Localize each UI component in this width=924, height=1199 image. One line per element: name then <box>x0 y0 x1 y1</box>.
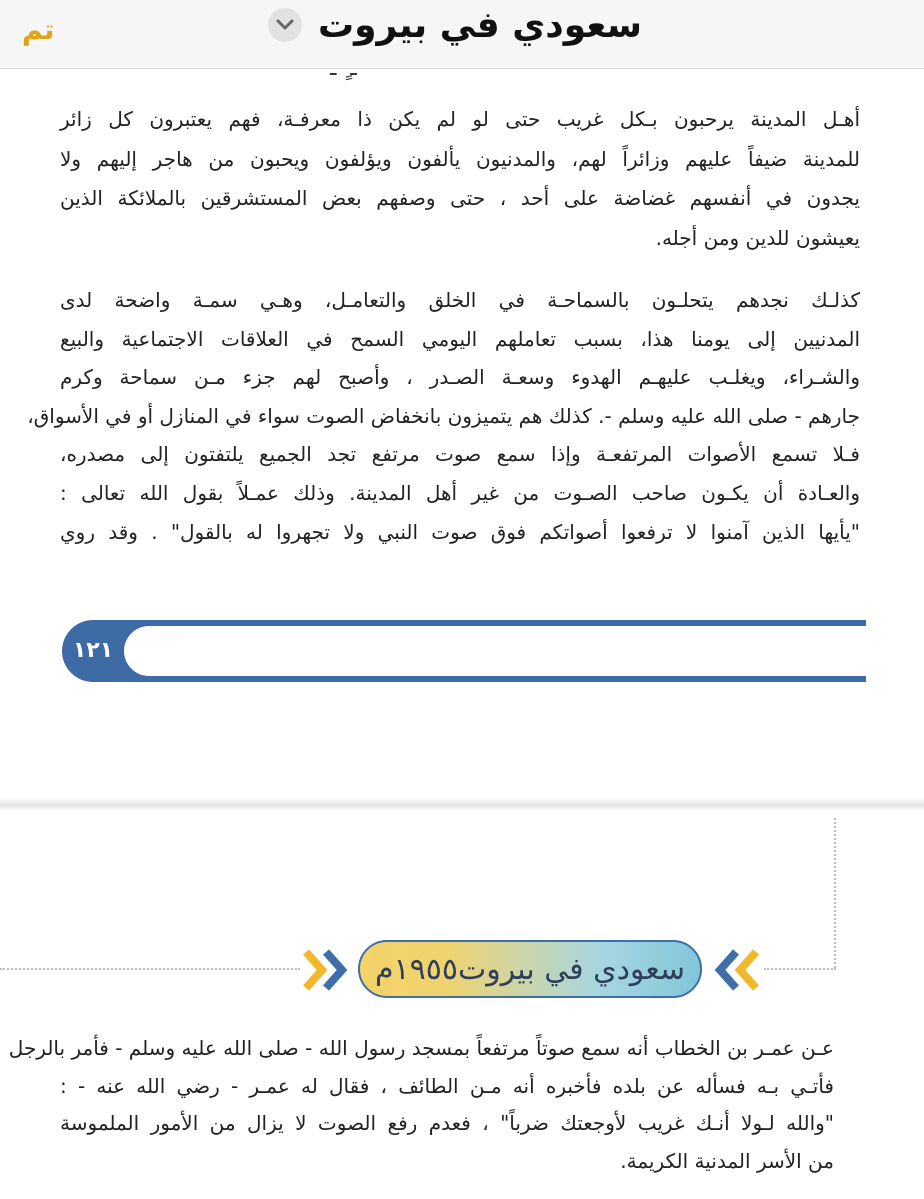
text-line: فأتـي بـه فسأله عن بلده فأخبره أنه مـن الطائف ، فقال له عمـر - رضي الله عنه - : <box>60 1073 834 1098</box>
page-number: ١٢١ <box>72 638 114 663</box>
paragraph-2 <box>27 281 860 551</box>
text-line: أهـل المدينة يرحبون بـكل غريب حتى لو لم يكن ذا معرفـة، فهم يعتبرون كل زائر <box>60 107 860 131</box>
dotted-frame-line <box>834 818 836 968</box>
text-line: يعيشون للدين ومن أجله. <box>655 225 860 250</box>
text-line: للمدينة ضيفاً عليهم وزائراً لهم، والمدنيون يألفون ويؤلفون ويحبون من هاجر إليهم ولا <box>60 146 860 171</box>
title-group <box>268 0 642 50</box>
paragraph-3 <box>8 1030 834 1180</box>
section-title: سعودي في بيروت١٩٥٥م <box>374 951 686 987</box>
page-number-bar <box>62 620 866 682</box>
dotted-frame-line <box>764 968 836 970</box>
text-line: فـلا تسمع الأصوات المرتفعـة وإذا سمع صوت مرتفع تجد الجميع يلتفتون إلى مصدره، <box>60 442 860 467</box>
title-dropdown-button[interactable] <box>268 8 302 42</box>
clipped-text-line: ـ ٍ ـ <box>330 56 357 81</box>
paragraph-1 <box>60 100 860 258</box>
double-chevron-right-icon <box>300 948 352 992</box>
text-line: المدنيين إلى يومنا هذا، بسبب تعاملهم اليومي السمح في العلاقات الاجتماعية والبيع <box>60 326 860 351</box>
double-chevron-left-icon <box>710 948 762 992</box>
text-line: يجدون في أنفسهم غضاضة على أحد ، حتى وصفهم بعض المستشرقين بالملائكة الذين <box>60 186 860 210</box>
page-separator <box>0 797 924 811</box>
text-line: "والله لـولا أنـك غريب لأوجعتك ضرباً" ، فعدم رفع الصوت لا يزال من الأمور الملموسة <box>60 1111 834 1135</box>
text-line: من الأسر المدنية الكريمة. <box>620 1148 834 1173</box>
dotted-frame-line <box>0 968 300 970</box>
page-bar-track <box>124 626 866 676</box>
section-header <box>358 940 702 998</box>
page-title: سعودي في بيروت <box>318 4 642 46</box>
text-line: جارهم - صلى الله عليه وسلم -. كذلك هم يتميزون بانخفاض الصوت سواء في المنازل أو في الأسواق، <box>27 403 860 428</box>
chevron-down-icon <box>276 19 294 31</box>
done-button[interactable]: تم <box>22 13 55 46</box>
text-line: عـن عمـر بن الخطاب أنه سمع صوتاً مرتفعاً بمسجد رسول الله - صلى الله عليه وسلم - فأمر بالرجل <box>8 1036 834 1060</box>
text-line: والشـراء، ويغلـب عليهـم الهدوء وسعـة الصـدر ، وأصبح لهم جزء مـن سماحة وكرم <box>60 365 860 390</box>
text-line: والعـادة أن يكـون صاحب الصـوت من غير أهل المدينة. وذلك عمـلاً بقول الله تعالى : <box>60 480 860 505</box>
text-line: كذلـك نجدهم يتحلـون بالسماحـة في الخلق والتعامـل، وهـي سمـة واضحة لدى <box>60 288 860 312</box>
navigation-bar <box>0 0 924 69</box>
text-line: "يأيها الذين آمنوا لا ترفعوا أصواتكم فوق صوت النبي ولا تجهروا له بالقول" . وقد روي <box>60 519 860 544</box>
